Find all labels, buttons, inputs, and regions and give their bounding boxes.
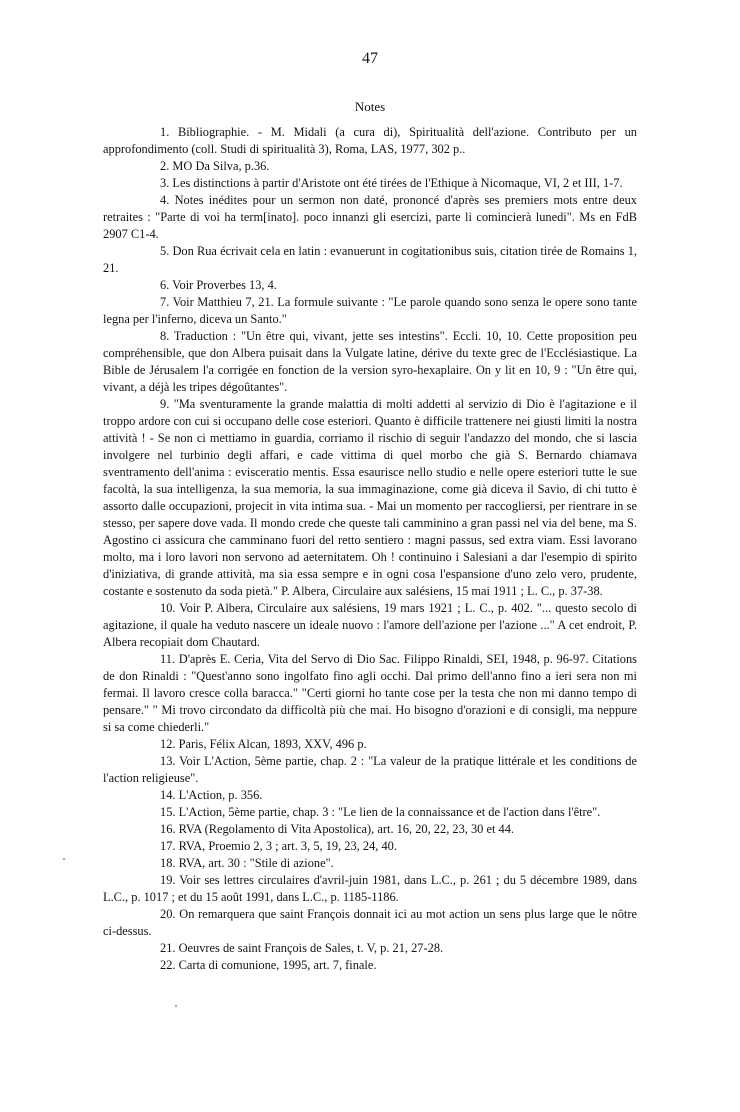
footnote: 17. RVA, Proemio 2, 3 ; art. 3, 5, 19, 23, 24, 40.	[160, 839, 397, 853]
footnote: 7. Voir Matthieu 7, 21. La formule suivante : "Le parole quando sono senza le opere sono tante legna per l'inferno, diceva un Santo."	[103, 295, 637, 326]
footnote: 21. Oeuvres de saint François de Sales, t. V, p. 21, 27-28.	[160, 941, 444, 955]
footnote: 13. Voir L'Action, 5ème partie, chap. 2 : "La valeur de la pratique littérale et les conditions de l'action religieuse".	[103, 754, 637, 785]
footnote: 19. Voir ses lettres circulaires d'avril-juin 1981, dans L.C., p. 261 ; du 5 décembre 1989, dans L.C., p. 1017 ; et du 15 août 1991, dans L.C., p. 1185-1186.	[103, 873, 637, 904]
footnote: 9. "Ma sventuramente la grande malattia di molti addetti al servizio di Dio è l'agitazione e il troppo ardore con cui si occupano delle cose esteriori. Quanto è difficile trattenere nei giusti limiti la nostra attività ! - Se non ci mettiamo in guardia, corriamo il rischio di seguir l'andazzo del mondo, che si lascia involgere nel turbinio degli affari, e cade vittima di quel morbo che già S. Bernardo chiamava sventramento dell'anima : evisceratio mentis. Essa esaurisce nello studio e nelle opere esteriori tutte le sue facoltà, la sua intelligenza, la sua memoria, la sua immaginazione, come già diceva il Savio, di chi tutto è assorto dalle occupazioni, projecit in vita intima sua. - Mai un momento per raccogliersi, per rientrare in se stesso, per sapere dove vada. Il mondo crede che queste tali camminino a gran passi nel via del bene, ma S. Agostino ci assicura che camminano fuori del retto sentiero : magni passus, sed extra viam. Essi lavorano molto, ma i loro lavori non servono ad aeternitatem. Oh ! continuino i Salesiani a dar l'esempio di spirito d'iniziativa, di grande attività, ma sia essa sempre e in ogni cosa l'espansione d'uno zelo vero, prudente, costante e sostenuto da soda pietà." P. Albera, Circulaire aux salésiens, 15 mai 1911 ; L. C., p. 37-38.	[103, 397, 637, 598]
footnote: 22. Carta di comunione, 1995, art. 7, finale.	[160, 958, 377, 972]
footnote: 16. RVA (Regolamento di Vita Apostolica), art. 16, 20, 22, 23, 30 et 44.	[160, 822, 515, 836]
footnote: 6. Voir Proverbes 13, 4.	[160, 278, 277, 292]
footnote: 18. RVA, art. 30 : "Stile di azione".	[160, 856, 334, 870]
scan-speck	[63, 858, 65, 860]
footnote: 20. On remarquera que saint François donnait ici au mot action un sens plus large que le nôtre ci-dessus.	[103, 907, 637, 938]
footnote: 5. Don Rua écrivait cela en latin : evanuerunt in cogitationibus suis, citation tirée de Romains 1, 21.	[103, 244, 637, 275]
footnote: 4. Notes inédites pour un sermon non daté, prononcé d'après ses premiers mots entre deux retraites : "Parte di voi ha term[inato]. poco innanzi gli esercizi, parte li comincierà lunedi". Ms en FdB 2907 C1-4.	[103, 193, 637, 241]
footnote: 3. Les distinctions à partir d'Aristote ont été tirées de l'Ethique à Nicomaque, VI, 2 et III, 1-7.	[160, 176, 623, 190]
page-number: 47	[362, 50, 378, 67]
scan-speck	[175, 1005, 177, 1007]
footnote: 8. Traduction : "Un être qui, vivant, jette ses intestins". Eccli. 10, 10. Cette proposition peu compréhensible, que don Albera puisait dans la Vulgate latine, dérive du texte grec de l'Ecclésiastique. La Bible de Jérusalem l'a corrigée en fonction de la version syro-hexaplaire. On y lit en 10, 9 : "Un être qui, vivant, a déjà les tripes dégoûtantes".	[103, 329, 637, 394]
footnote: 10. Voir P. Albera, Circulaire aux salésiens, 19 mars 1921 ; L. C., p. 402. "... questo secolo di agitazione, il quale ha veduto nascere un ideale nuovo : l'amore dell'azione per l'azione ..." A cet endroit, P. Albera recopiait dom Chautard.	[103, 601, 637, 649]
notes-list	[103, 124, 637, 974]
footnote: 2. MO Da Silva, p.36.	[160, 159, 270, 173]
footnote: 12. Paris, Félix Alcan, 1893, XXV, 496 p.	[160, 737, 367, 751]
footnote: 15. L'Action, 5ème partie, chap. 3 : "Le lien de la connaissance et de l'action dans l'être".	[160, 805, 601, 819]
section-heading: Notes	[354, 99, 386, 114]
footnote: 1. Bibliographie. - M. Midali (a cura di), Spiritualità dell'azione. Contributo per un approfondimento (coll. Studi di spiritualità 3), Roma, LAS, 1977, 302 p..	[103, 125, 637, 156]
footnote: 11. D'après E. Ceria, Vita del Servo di Dio Sac. Filippo Rinaldi, SEI, 1948, p. 96-97. Citations de don Rinaldi : "Quest'anno sono ingolfato fino agli occhi. Dal primo dell'anno fino a ieri sera non mi fermai. Il lavoro cresce colla baracca." "Certi giorni ho tante cose per la testa che non mi danno tempo di pensare." " Mi trovo circondato da difficoltà più che mai. Ho bisogno d'orazioni e di consigli, ma neppure si sa come chiederli."	[103, 652, 637, 734]
footnote: 14. L'Action, p. 356.	[160, 788, 263, 802]
